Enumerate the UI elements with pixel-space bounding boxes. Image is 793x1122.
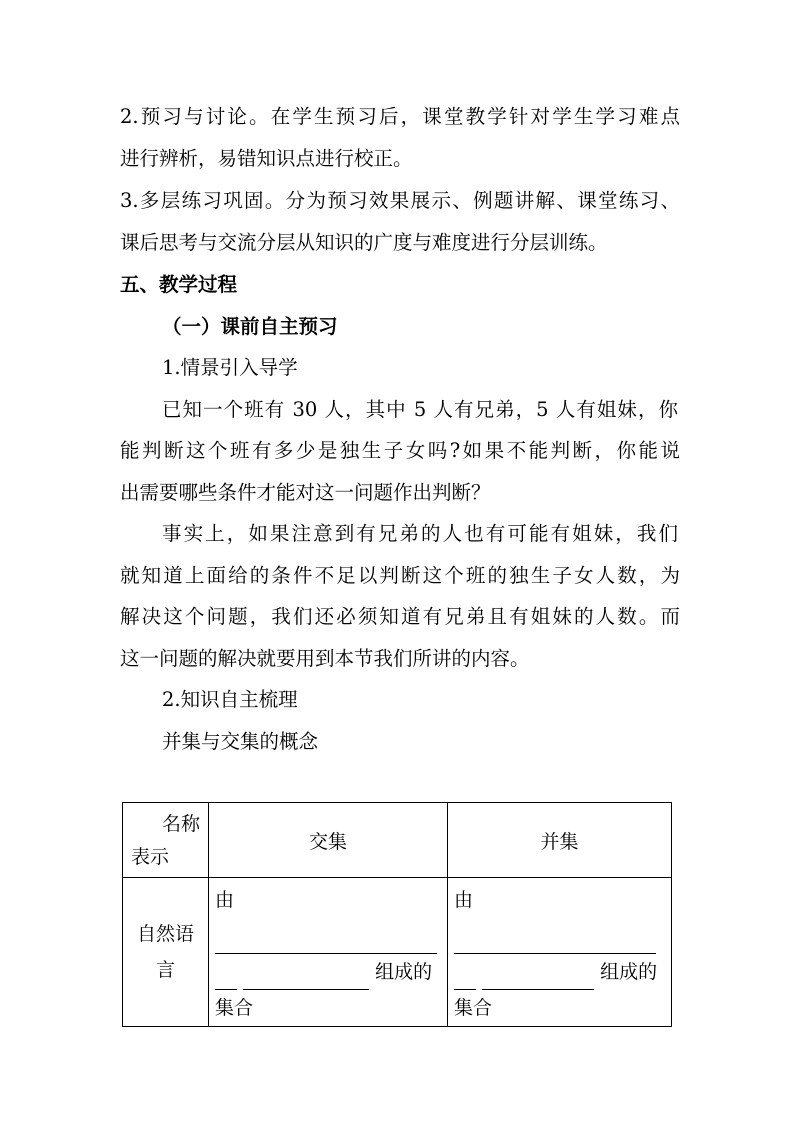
row-label-line-2: 言	[155, 959, 175, 981]
item-1-title: 1.情景引入导学	[162, 356, 298, 379]
union-blank-row	[454, 954, 665, 990]
concept-table	[122, 802, 672, 1027]
concept-title: 并集与交集的概念	[162, 730, 319, 753]
union-definition-cell	[448, 878, 672, 1027]
union-end: 集合	[454, 997, 493, 1019]
item-2-title: 2.知识自主梳理	[162, 688, 298, 711]
fact-line-2: 就知道上面给的条件不足以判断这个班的独生子女人数，为	[120, 564, 680, 587]
union-blank-2[interactable]	[454, 965, 476, 990]
union-blank-3[interactable]	[482, 965, 594, 990]
table-header-row	[123, 803, 672, 878]
paragraph-2-line-1: 2.预习与讨论。在学生预习后，课堂教学针对学生学习难点	[120, 105, 680, 128]
paragraph-3-line-1: 3.多层练习巩固。分为预习效果展示、例题讲解、课堂练习、	[120, 189, 680, 212]
intersection-blank-2[interactable]	[215, 965, 237, 990]
fact-line-1: 事实上，如果注意到有兄弟的人也有可能有姐妹，我们	[162, 522, 678, 545]
intersection-blank-3[interactable]	[243, 965, 369, 990]
intersection-definition-cell	[209, 878, 448, 1027]
subsection-1-heading: （一）课前自主预习	[162, 315, 338, 338]
scenario-line-2: 能判断这个班有多少是独生子女吗?如果不能判断，你能说	[120, 439, 680, 462]
scenario-line-1: 已知一个班有 30 人，其中 5 人有兄弟，5 人有姐妹，你	[162, 398, 678, 421]
intersection-prefix: 由	[215, 889, 235, 911]
paragraph-2-line-2: 进行辨析，易错知识点进行校正。	[120, 147, 413, 170]
union-blank-1[interactable]	[454, 918, 665, 954]
union-suffix: 组成的	[600, 961, 658, 983]
paragraph-3-line-2: 课后思考与交流分层从知识的广度与难度进行分层训练。	[120, 231, 608, 254]
union-prefix: 由	[454, 889, 474, 911]
intersection-suffix: 组成的	[375, 961, 433, 983]
table-corner-cell	[123, 803, 209, 878]
table-row	[123, 878, 672, 1027]
fact-line-4: 这一问题的解决就要用到本节我们所讲的内容。	[120, 647, 530, 670]
corner-bottom-label: 表示	[131, 846, 170, 868]
row-label-line-1: 自然语	[136, 923, 194, 945]
intersection-blank-1[interactable]	[215, 918, 441, 954]
scenario-line-3: 出需要哪些条件才能对这一问题作出判断？	[120, 481, 491, 504]
intersection-end: 集合	[215, 997, 254, 1019]
corner-top-label: 名称	[161, 813, 200, 835]
intersection-header: 交集	[209, 803, 448, 878]
row-label-natural-language	[123, 878, 209, 1027]
section-5-heading: 五、教学过程	[120, 273, 238, 296]
intersection-blank-row	[215, 954, 441, 990]
union-header: 并集	[448, 803, 672, 878]
fact-line-3: 解决这个问题，我们还必须知道有兄弟且有姐妹的人数。而	[120, 605, 680, 628]
